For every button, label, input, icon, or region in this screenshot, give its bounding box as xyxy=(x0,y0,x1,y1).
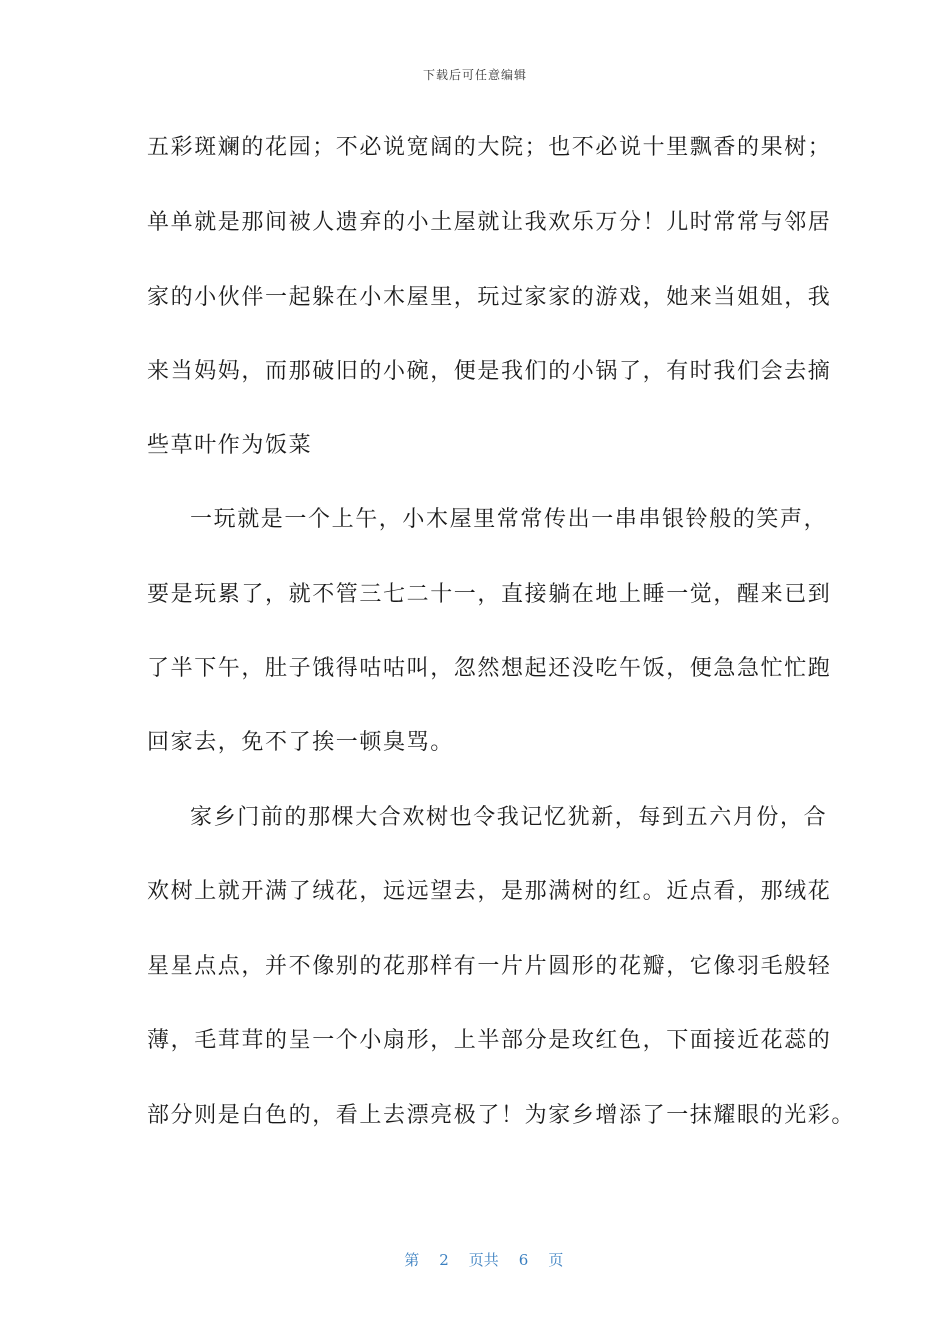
text-line: 单单就是那间被人遗弃的小土屋就让我欢乐万分！儿时常常与邻居 xyxy=(147,210,832,235)
text-line: 了半下午，肚子饿得咕咕叫，忽然想起还没吃午饭，便急急忙忙跑 xyxy=(147,656,832,681)
text-line: 来当妈妈，而那破旧的小碗，便是我们的小锅了，有时我们会去摘 xyxy=(147,359,832,384)
text-line: 薄，毛茸茸的呈一个小扇形，上半部分是玫红色，下面接近花蕊的 xyxy=(147,1028,832,1053)
text-line: 回家去，免不了挨一顿臭骂。 xyxy=(147,730,454,755)
total-page-count: 6 xyxy=(518,1251,529,1269)
current-page-number: 2 xyxy=(439,1251,449,1269)
paragraph-start-line: 一玩就是一个上午，小木屋里常常传出一串串银铃般的笑声， xyxy=(190,507,828,532)
paragraph-start-line: 家乡门前的那棵大合欢树也令我记忆犹新，每到五六月份，合 xyxy=(190,805,828,830)
text-line: 些草叶作为饭菜 xyxy=(147,433,313,458)
page-header: 下载后可任意编辑 xyxy=(422,68,527,82)
text-line: 星星点点，并不像别的花那样有一片片圆形的花瓣，它像羽毛般轻 xyxy=(147,954,832,979)
page-number-footer xyxy=(0,1231,950,1270)
page-mid: 页共 xyxy=(468,1251,499,1269)
text-line: 家的小伙伴一起躲在小木屋里，玩过家家的游戏，她来当姐姐，我 xyxy=(147,285,832,310)
text-line: 欢树上就开满了绒花，远远望去，是那满树的红。近点看，那绒花 xyxy=(147,879,832,904)
text-line: 部分则是白色的，看上去漂亮极了！为家乡增添了一抹耀眼的光彩。 xyxy=(147,1103,856,1128)
page-prefix: 第 xyxy=(404,1251,420,1269)
text-line: 五彩斑斓的花园；不必说宽阔的大院；也不必说十里飘香的果树； xyxy=(147,135,832,160)
text-line: 要是玩累了，就不管三七二十一，直接躺在地上睡一觉，醒来已到 xyxy=(147,582,832,607)
page-suffix: 页 xyxy=(548,1251,564,1269)
